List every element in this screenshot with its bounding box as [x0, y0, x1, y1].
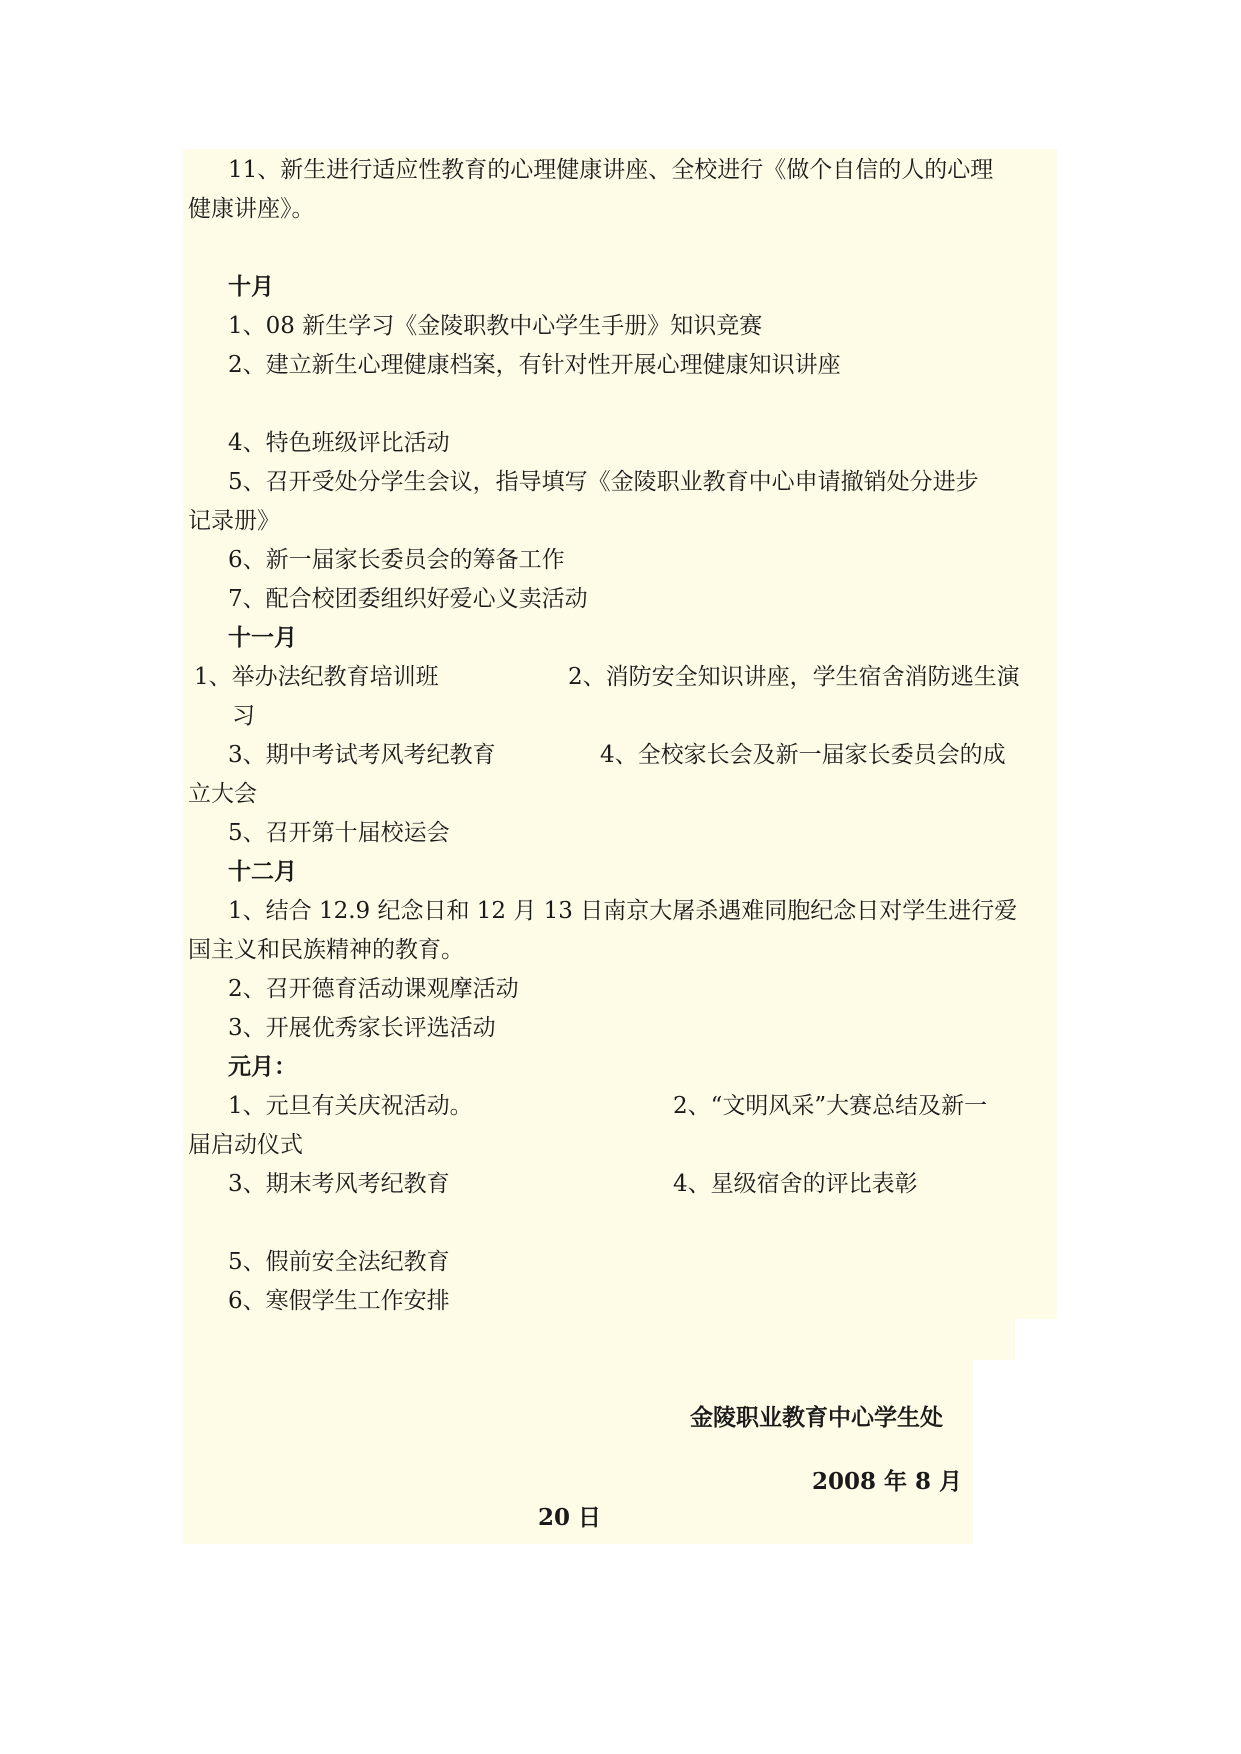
november-item-5: 5、召开第十届校运会	[228, 820, 450, 846]
november-item-3: 3、期中考试考风考纪教育	[228, 742, 496, 768]
november-item-4-line1: 4、全校家长会及新一届家长委员会的成	[600, 742, 1006, 768]
december-item-3: 3、开展优秀家长评选活动	[228, 1015, 496, 1041]
january-item-4: 4、星级宿舍的评比表彰	[673, 1171, 918, 1197]
october-item-5-line1: 5、召开受处分学生会议，指导填写《金陵职业教育中心申请撤销处分进步	[228, 469, 979, 495]
october-item-6: 6、新一届家长委员会的筹备工作	[228, 547, 565, 573]
december-item-2: 2、召开德育活动课观摩活动	[228, 976, 519, 1002]
highlight-lower	[183, 1319, 1015, 1360]
november-item-2-line2: 习	[232, 703, 255, 729]
december-item-1-line2: 国主义和民族精神的教育。	[188, 937, 464, 963]
signature-date-line2: 20 日	[538, 1504, 602, 1531]
december-heading: 十二月	[228, 858, 297, 885]
december-item-1-line1: 1、结合 12.9 纪念日和 12 月 13 日南京大屠杀遇难同胞纪念日对学生进行爱	[228, 898, 1018, 924]
january-item-3: 3、期末考风考纪教育	[228, 1171, 450, 1197]
november-item-4-line2: 立大会	[188, 781, 257, 807]
october-item-7: 7、配合校团委组织好爱心义卖活动	[228, 586, 588, 612]
january-item-5: 5、假前安全法纪教育	[228, 1249, 450, 1275]
january-item-2-line1: 2、“文明风采”大赛总结及新一	[673, 1093, 988, 1119]
january-item-2-line2: 届启动仪式	[188, 1132, 303, 1158]
october-item-4: 4、特色班级评比活动	[228, 430, 450, 456]
item-11-line2: 健康讲座》。	[188, 196, 315, 222]
item-11-line1: 11、新生进行适应性教育的心理健康讲座、全校进行《做个自信的人的心理	[228, 157, 994, 183]
january-heading: 元月：	[228, 1053, 297, 1080]
october-item-1: 1、08 新生学习《金陵职教中心学生手册》知识竞赛	[228, 313, 763, 339]
november-heading: 十一月	[228, 624, 297, 651]
october-heading: 十月	[228, 273, 274, 300]
signature-org: 金陵职业教育中心学生处	[690, 1404, 943, 1431]
october-item-5-line2: 记录册》	[188, 508, 280, 534]
november-item-1: 1、举办法纪教育培训班	[194, 664, 439, 690]
signature-date-line1: 2008 年 8 月	[812, 1468, 963, 1495]
january-item-1: 1、元旦有关庆祝活动。	[228, 1093, 473, 1119]
january-item-6: 6、寒假学生工作安排	[228, 1288, 450, 1314]
november-item-2-line1: 2、消防安全知识讲座，学生宿舍消防逃生演	[568, 664, 1020, 690]
october-item-2: 2、建立新生心理健康档案，有针对性开展心理健康知识讲座	[228, 352, 841, 378]
